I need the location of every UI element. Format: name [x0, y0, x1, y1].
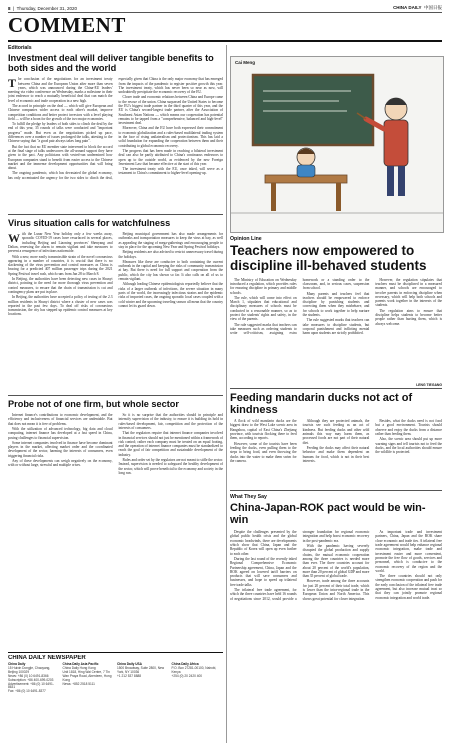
paragraph: During the last round of the recently inked Regional Comprehensive Economic Partnership agreement, China, Japan and the ROK agreed on lowered tariff barriers on products that will save consumers and businesses, and hope to speed up trilateral free trade talks. [230, 556, 297, 587]
editorial-lead-headline: Investment deal will deliver tangible benefits to both sides and the world [8, 53, 214, 74]
paragraph: However, the regulation stipulates that teachers must be disciplined in a measured manner, and schools are encouraged to involve parents in enforcing discipline when necessary, which will help both schools and parents work together in the interests of the students. [375, 277, 442, 308]
contact-line: Unit 1818, Hing Wai Centre, 7 Tin Wan Praya Road, Aberdeen, Hong Kong [62, 669, 112, 682]
paragraph: Feeding the ducks may affect their natural behavior and make them dependent on humans for food, which is not in their best interests. [302, 445, 370, 463]
opinion-line [230, 236, 442, 386]
contact-block [117, 663, 169, 694]
editorial-second [8, 218, 223, 394]
opinion-body [230, 278, 442, 382]
paragraph: With a new, more easily transmissible strain of the novel coronavirus appearing in a number of countries, it is crucial that there is no slackening of the virus prevention and control measures as China is bracing for a predicted 407 million passenger trips during the 2021 Spring Festival travel rush, which runs from Jan 28 to March 8. [8, 254, 113, 276]
editorial-divider-1 [8, 214, 223, 215]
paragraph: The conclusion of the negotiations for an investment treaty between China and the European Union after more than seven years, which was announced during the China-EU leaders' meeting via video conference on Wednesday, marks a milestone in their joint endeavor to reach a mutually beneficial deal that can match the level of economic and trade cooperation in a new high. [8, 76, 113, 103]
paragraph: The ongoing pandemic, which has devastated the global economy, has only accentuated the urgency for the two sides to clinch the deal, especially given that China is the only major economy that has emerged from the impacts of the pandemic to register positive growth this year. The investment treaty, which has never been so near as now, will undoubtedly precipitate the economic recovery of the EU. [8, 77, 223, 180]
editorial-second-body [8, 232, 223, 390]
paragraph: The investment treaty with the EU, once inked, will serve as a testament to China's commitment to higher-level opening-up. [118, 167, 223, 176]
what-they-say-label: What They Say [230, 494, 267, 500]
paragraph: The rule suggested marks that teachers can take measures such as ordering students to write self-criticism, assigning extra homework or a standing order to the classroom, and, in serious cases, suspension from school. [230, 277, 370, 336]
contact-line: News: +86 (0) 10 6491-8366 [8, 673, 49, 678]
contact-name: China Daily Africa [171, 662, 199, 666]
contact-name: China Daily [8, 662, 26, 666]
contact-line: +1 212 537 8888 [117, 673, 142, 678]
paragraph: The progress that has been made in reaching a bilateral investment deal can also be partly attributed to China's continuous endeavors to open up to the outside world, as evidenced by the new Foreign Investment Law that became effective at the start of this year. [118, 148, 223, 166]
paragraph: Although they are protected animals, the tourists see such feeding as an act of kindness. But feeding ducks and other wild animals this way may harm them, as processed foods are not part of their natural diet. [302, 419, 370, 445]
paragraph: However, some of the tourists have been feeding the ducks, even pulling them to the steps to bring food, and even throwing the ducks into the water to make them swim for the camera. [230, 441, 297, 463]
paragraph: With the pandemic having severely disrupted the global production and supply chains, the mutual economic cooperation among the three countries is needed more than ever. The three countries account for about 20 percent of the world's population, more than 20 percent of global GDP and more than 35 percent of global trade. [302, 544, 370, 579]
paragraph: Also, the scenic area should put up more warning signs and tell tourists not to feed the ducks, and the local authorities should ensure the wildlife is protected. [375, 437, 442, 455]
contact-line: Fax: +86 (0) 10 6491-8377 [8, 689, 46, 694]
opinion-headline: Teachers now empowered to discipline ill-behaved students [230, 243, 427, 273]
contact-block [8, 663, 60, 694]
paragraph: But the fact that no EU member state intervened to block the accord at the final stage of talks underscores the all-around support they have given to the pact. Any politicians with vested-run undermined how European companies stand to benefit from easier access to the Chinese market and the immense development opportunities that will bring about. [8, 144, 113, 171]
paragraph: The rule suggested marks that teachers can take measures to discipline students, but corporal punishment and inflicting mental harm upon students are strictly prohibited. [302, 318, 370, 336]
section-title: COMMENT [8, 13, 126, 37]
paper-name-chinese: 中国日报 [424, 5, 442, 10]
contact-line: Subscription: +86 400-699-0203 [8, 677, 54, 682]
column-separator [226, 45, 227, 743]
contact-name: China Daily USA [117, 662, 142, 666]
editorials-label: Editorials [8, 45, 32, 51]
paragraph: Despite the challenges presented by the global public health crisis and the global economic headwinds, there are developments which show that China, Japan and the Republic of Korea will open up even further to each other. [230, 530, 297, 556]
paragraph: Any of these developments can weigh negatively on the economy, with or without large, stressful and multiple crises. [8, 459, 113, 468]
paragraph: Rules and order set by the regulators are not meant to stifle the sector. Instead, supervision is needed to safeguard the healthy development of the sector, which will prove beneficial to the economy and society in the long run. [118, 458, 223, 475]
paragraph: The Ministry of Education on Wednesday introduced a regulation, which provides rules for ensuring discipline in primary and middle schools. [230, 277, 297, 295]
paragraph: Measures like these are conducive to both containing the current outbreak in the capital and keeping the risks of community transmission at bay. But there is need for full support and cooperation from the public, which the city has shown so far. It also calls on all of us to remain vigilant. [118, 259, 223, 282]
contact-line: News: +852 2518 5111 [62, 681, 95, 686]
paragraph: Closer trade and economic relations between China and Europe came to the rescue of the union. China surpassed the United States to become the EU's biggest trade partner in the third quarter of this year, and the EU is China's second-largest trade partner, after the Association of Southeast Asian Nations — which means our cooperation has potential remains to be tapped from a "comprehensive, balanced and high-level" investment deal. [118, 95, 223, 126]
opinion-divider [230, 388, 442, 389]
paragraph: Moreover, China and the EU have both expressed their commitment to economic globalization and a rules-based multilateral trading system in the face of rising unilateralism and protectionism. This has laid a solid foundation for expanding the cooperation between them and their contributing to global economic recovery. [118, 126, 223, 148]
paragraph: So it is no surprise that the authorities should in principle and intensify supervision of the industry, to ensure it is building its hold in rules-based development, fair, competition and the protection of the interests of consumers. [118, 413, 223, 430]
editorial-lead [8, 45, 223, 213]
page-number: 8 [8, 5, 11, 11]
cartoon [230, 56, 444, 233]
contact-line: China Daily Hong Kong [62, 665, 96, 670]
paragraph: The trilateral free trade agreement, for which the three countries have held 16 rounds of negotiations since 2012, would provide a stronger foundation for regional economic integration and help boost economic recovery in the post-pandemic era. [230, 530, 370, 601]
editorial-lead-body [8, 77, 223, 209]
editorial-second-headline: Virus situation calls for watchfulness [8, 218, 171, 228]
footer-contacts [8, 655, 223, 743]
paragraph: Besides, what the ducks need is not food but a good environment. Tourists should observe and enjoy the ducks from a distance rather than feeding them. [375, 419, 442, 437]
masthead-rule [8, 40, 442, 42]
what-they-say-body [230, 530, 442, 744]
cartoon-illustration [231, 57, 443, 232]
paragraph: Beijing residents are also advised to restrict unnecessary travel during the holidays. [118, 250, 223, 259]
contact-name: China Daily Asia Pacific [62, 662, 99, 666]
cartoon-credit: Cai Meng [235, 60, 256, 65]
contact-block [172, 663, 224, 694]
paragraph: Internet finance's contributions to economic development, and the efficiency and inclusiveness of financial services are undeniable. But that does not mean it is free of problems. [8, 413, 113, 426]
footer-title: CHINA DAILY NEWSPAPER [8, 655, 86, 661]
feeding-article [230, 392, 442, 488]
paragraph: In Beijing, the authorities have been detecting new cases in Shunyi district, pointing to the need for more thorough virus prevention and control measures, to ensure that the chain of transmission is cut and contingency plans are put in place. [8, 277, 113, 294]
paragraph: Some internet companies involved in finance have become dominant players in the market, affecting market order and the coordinated development of the sector, harming the interests of consumers, even triggering financial risks. [8, 440, 113, 458]
paragraph: Many parents and teachers feel that teachers should be empowered to enforce discipline by punishing students and correcting them when they misbehave, and for schools to work together to help nurture the students. [302, 291, 370, 318]
page-meta: 8 | Thursday, December 31, 2020 [8, 5, 78, 11]
paragraph: A flock of wild mandarin ducks are the biggest draw to the West Lake scenic area in Hangzhou, capital of East China's Zhejiang province, with tourists flocking there to feed them, according to reports. [230, 419, 297, 441]
paragraph: To fulfill the pledge by leaders of both sides to clinch the deal by the end of this year, 35 rounds of talks were conducted and "important progress" made. But even as the negotiations picked up pace, differences over a number of issues prolonged the talks, attesting to the Chinese saying that "a good pair always takes long pain". [8, 122, 113, 144]
contact-line: +254 (0) 20 2420 400 [171, 673, 203, 678]
feeding-body [230, 419, 442, 488]
contact-line: Advertisement: +86 (0) 10 6491-8631 [8, 681, 54, 690]
paragraph: The three countries should not only strengthen economic cooperation and push for the early conclusion of the trilateral free trade agreement, but also increase mutual trust so that they can jointly promote regional economic integration and world trade. [375, 574, 442, 600]
paragraph: With the Lunar New Year holiday only a few weeks away, sporadic COVID-19 cases have resurfaced in several places, including Beijing and Liaoning provinces' Shenyang and Dalian, renewing the alarm to remain vigilant and take measures to prevent a resurgence of infections nationwide. [8, 231, 113, 254]
issue-date: Thursday, December 31, 2020 [16, 5, 78, 11]
editorial-divider-2 [8, 395, 223, 396]
paragraph: The accord in principle on the deal — which will give European and Chinese companies wider access to each other's market, improve competition conditions and better protect investors with a level playing field — will be a boon for the growth of the two major economies. [8, 104, 113, 121]
paragraph: With the utilization of advanced technology, big data and cloud computing, internet finance has developed at a fast speed in China, posing challenges to financial supervision. [8, 427, 113, 440]
paragraph: Beijing municipal government has also made arrangements for outbreaks and transportation measures to keep the virus at bay, as well as appealing the staging of mega-gatherings and encouraging people to stay in place for the upcoming New Year and Spring Festival holidays. [118, 232, 223, 249]
paragraph: The rule, which will come into effect on March 1, stipulates that educational and disciplinary measures of schools must be conducted in a reasonable manner, so as to protect the students' rights and safety, in the view of the parents. [230, 295, 297, 322]
paper-name: CHINA DAILY [393, 5, 422, 10]
contact-line: 15 Huixin Dongjie, Chaoyang, Beijing 100029 [8, 665, 51, 674]
what-they-say [230, 494, 442, 744]
opinion-label: Opinion Line [230, 236, 262, 242]
what-they-say-headline: China-Japan-ROK pact would be win-win [230, 502, 426, 527]
opinion-byline: LENG TIEGANG [416, 382, 442, 386]
contact-line: 1500 Broadway, Suite 2800, New York, NY 10036 [117, 665, 165, 674]
paragraph: That the regulators require that internet finance companies involved in financial services should not just be mentioned within a framework of risk control; rather each company must be treated on an equal footing, and the operation of internet finance companies must be standardized to reach the goal of fair competition and sustainable development of the industry. [118, 431, 223, 457]
footer-rule [8, 652, 223, 653]
paragraph: As important trade and investment partners, China, Japan and the ROK share close economic and trade ties. A trilateral free trade agreement would help enhance regional economic integration, make trade and investment easier and more convenient, promote the free flow of goods, services and personnel, which is conducive to the economic recovery of the region and the world. [375, 530, 442, 573]
editorial-third [8, 399, 223, 647]
contact-grid [8, 663, 223, 694]
paper-brand [393, 5, 442, 11]
page-header-bar [8, 4, 442, 12]
contact-block [63, 663, 115, 694]
feeding-headline: Feeding mandarin ducks not act of kindness [230, 392, 413, 417]
paragraph: The regulation aims to ensure that discipline helps students to become better people rather than hurting them, which is always welcome. [375, 308, 442, 326]
paragraph: In Beijing, the authorities have accepted a policy of testing of the 2.3 million residents in Shunyi district where a cluster of new cases was reported in the past few days. To deal off risks of coronavirus transmission, the city has stepped up epidemic control measures at key locations. [8, 295, 113, 317]
paragraph: Although leading Chinese epidemiologists reportedly believe that the risks of a larger outbreak of infections, the severe situation in many parts of the world, the increasingly infectious strains and the epidemic risks of imported cases, the ongoing sporadic local cases coupled with a cold winter and the upcoming traveling season all mean that the country cannot let its guard down. [118, 282, 223, 308]
paragraph: However, trade among the three accounts for just 20 percent of their total trade, which is lower than the intra-regional trade in the European Union and North America. This shows great potential for closer integration. [302, 579, 370, 601]
feeding-divider [230, 490, 442, 491]
contact-line: P.O. Box 27281-00100, Nairobi, Kenya [171, 665, 217, 674]
editorial-third-body [8, 413, 223, 641]
editorial-third-headline: Probe not of one firm, but whole sector [8, 399, 179, 409]
